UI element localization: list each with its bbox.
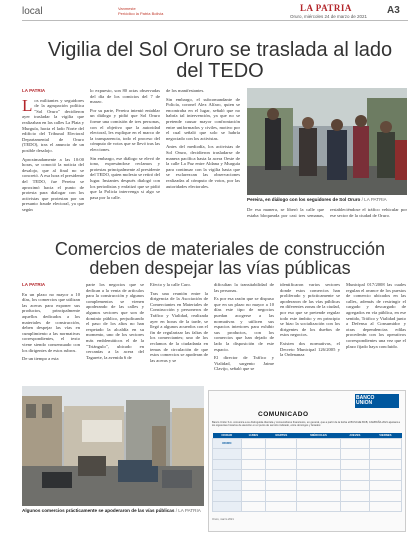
ad-table-cell <box>340 449 369 460</box>
article2-headline: Comercios de materiales de construcción deben despejar las vías públicas <box>54 239 386 278</box>
article1-column-3 <box>166 88 240 232</box>
ad-table-cell <box>369 459 401 470</box>
article1-caption-credit: / LA PATRIA <box>361 197 387 202</box>
ad-table-cell <box>266 480 297 491</box>
article1-p3: lo expuesto, son 80 actas observadas del día de los comicios del 7 de marzo. <box>90 88 160 105</box>
article2-p2: De un tiempo a esta <box>22 356 59 362</box>
ad-table-cell <box>297 480 341 491</box>
article1-photo <box>247 88 407 195</box>
ad-col-header: JUEVES <box>340 433 369 438</box>
article2-byline: LA PATRIA <box>22 282 46 287</box>
article2-column-5 <box>280 282 340 384</box>
ad-table-cell <box>266 449 297 460</box>
article1-caption <box>247 197 407 202</box>
ad-table-cell <box>297 470 341 481</box>
ad-footer: Oruro, marzo 2021 <box>212 518 234 521</box>
ad-table-row <box>213 438 402 449</box>
article2-caption <box>22 508 208 513</box>
article2-column-4 <box>214 282 274 384</box>
ad-col-header: LUNES <box>241 433 266 438</box>
ad-table-city-cell <box>213 449 242 460</box>
dropcap: L <box>22 95 33 115</box>
article1-column-1 <box>22 88 84 232</box>
ad-table-cell <box>266 459 297 470</box>
header-credit-line2: Periódico la Patria Bolivia <box>118 11 164 16</box>
ad-table-city-cell <box>213 480 242 491</box>
ad-table-cell <box>369 470 401 481</box>
article1-caption-text: Pereira, en diálogo con los seguidores de Sol Oruro <box>247 197 361 202</box>
article1-p8: Antes del mediodía, los activistas de Sol Oruro, decidieron trasladarse de manera pacífica hasta la acera Oeste de la calle La Paz entre Aldana y Murguía para continuar con la vigilia hasta que se esclarezcan las observaciones realizadas al cómputo de votos, por las autoridades electorales. <box>166 144 240 189</box>
ad-table-cell <box>340 491 369 502</box>
article1-p9: De esa manera, se liberó la calle que estaba bloqueada por casi tres semanas, restableciéndose el tráfico vehicular por ese sector de la ciudad de Oruro. <box>247 207 407 218</box>
article2-column-2 <box>86 282 144 382</box>
ad-table-city-cell <box>213 491 242 502</box>
article1-headline: Vigilia del Sol Oruro se traslada al lado del TEDO <box>47 39 393 82</box>
ad-table-cell <box>369 438 401 449</box>
article2-p7: Es por esa razón que se dispuso que en un plazo no mayor a 10 días este tipo de negocios puedan acogerse a las normativas y utilicen sus espacios interiores para exhibir sus productos, con los comercios que han dejado de lado la disposición de este espacio. <box>214 296 274 352</box>
ad-table-cell <box>241 459 266 470</box>
header-credit-line1: Vanmeste <box>118 6 136 11</box>
ad-table-city-cell <box>213 459 242 470</box>
ad-table-cell <box>241 449 266 460</box>
ad-table-cell <box>369 491 401 502</box>
ad-col-header: VIERNES <box>369 433 401 438</box>
issue-date: Oruro, miércoles 24 de marzo de 2021 <box>290 14 368 19</box>
section-label: local <box>22 6 43 17</box>
article1-p1: os militantes y seguidores de la agrupación política "Sol Oruro" decidieron ayer trasladar la vigilia que realizaban en las calles La Plata y Murguía, hacia el lado Norte del edificio del Tribunal Electoral Departamental de Oruro (TEDO), tras el anuncio de un posible desalojo. <box>22 97 84 153</box>
ad-table-cell <box>297 501 341 512</box>
header-credit <box>118 6 163 16</box>
page-number: A3 <box>387 5 400 16</box>
article2-p10: Existen dos normativas, el Decreto Municipal 126/2005 y la Ordenanza <box>280 340 340 358</box>
article2-p9: identificaron varios sectores donde estos comercios han proliferado y prácticamente se apoderaron de las vías públicas en diferentes zonas de la ciudad, por eso que se pretende regular todo este ámbito y en principio se hizo la socialización con los dirigentes de los dueños de estos negocios. <box>280 282 340 338</box>
ad-table-row <box>213 501 402 512</box>
article2-column-3 <box>150 282 208 382</box>
ad-table-row <box>213 480 402 491</box>
article2-p3: parte los negocios que se dedican a la venta de artículos para la construcción y algunos complementos se vienen apoderando de las calles y algunos sectores que son de dominio público, perjudicando el paso de los altos no han respetado la alcaldía en su momento, uno de los sectores más emblemáticos el de la "Triángulo", ubicado en cercanías a la acera del Tagarete, la avenida 6 de <box>86 282 144 360</box>
ad-table-cell <box>241 480 266 491</box>
article2-photo <box>22 386 204 506</box>
article2-column-1 <box>22 282 80 382</box>
ad-table-cell <box>266 470 297 481</box>
ad-table-cell <box>266 438 297 449</box>
article1-column-2 <box>90 88 160 232</box>
ad-table-cell <box>297 438 341 449</box>
article1-p5: Sin embargo, ese diálogo se elevó de tono, expresándose reclamos y protestas principalmente al presidente del TEDO, quien molesto se retiró del lugar. Instantes después dialogó con los periodistas y enfatizó que se pidió que la Policía intervenga si algo se pasa por la calle. <box>90 155 160 200</box>
ad-table-row <box>213 470 402 481</box>
ad-table-row <box>213 459 402 470</box>
ad-table-cell <box>297 449 341 460</box>
article2-caption-credit: / LA PATRIA <box>175 508 201 513</box>
ad-table-cell <box>340 470 369 481</box>
ad-col-header: MIÉRCOLES <box>297 433 341 438</box>
article2-p6: dificultan la transitabilidad de las personas. <box>214 282 274 293</box>
article2-column-6 <box>346 282 406 384</box>
bank-logo-text <box>356 396 374 406</box>
bank-logo-line2: UNION <box>356 400 373 406</box>
article1-p6: de los manifestantes. <box>166 88 205 93</box>
ad-table-cell <box>369 449 401 460</box>
ad-col-header: MARTES <box>266 433 297 438</box>
article2-p4: Efecto y la calle Caro. <box>150 282 191 287</box>
ad-table-row <box>213 449 402 460</box>
ad-table-cell <box>241 501 266 512</box>
ad-table-cell <box>241 470 266 481</box>
ad-title: COMUNICADO <box>258 411 309 418</box>
article2-p11: Municipal 017/2008 las cuales regulan el avance de los puestos de comercio ubicados en las calles, además de restringir el cargado y descargado de agregados en vía pública, en ese sentido, Tráfico y Vialidad junto a Defensa al Consumidor y otras dependencias edilas procederán con los operativos correspondientes una vez que el plazo fijado haya concluido. <box>346 282 406 349</box>
ad-table-row <box>213 491 402 502</box>
article2-p1: En un plazo no mayor a 10 días, los comercios que utilizan las aceras para exponer sus productos, principalmente aquellos dedicados a los materiales de construcción, deben despejar las vías en cumplimiento a las normativas correspondientes, el texto viene siendo consensuado con los dirigentes de estos rubros. <box>22 291 80 353</box>
header-rule <box>22 20 408 21</box>
ad-table-cell <box>266 491 297 502</box>
newspaper-brand: LA PATRIA <box>300 3 352 13</box>
ad-table-cell <box>241 491 266 502</box>
ad-table-cell <box>340 459 369 470</box>
ad-intro: Banco Unión S.A. comunica a su distinguida clientela y consumidores financieros, en general, que a partir de la fecha el BUSCHE BCB, CAMPAÑA 2021 ajustará a los siguientes horarios de atención en el punto de servicio indicado, entre domingos y feriados: <box>212 421 400 428</box>
ad-table-cell <box>340 438 369 449</box>
article1-p7: Sin embargo, el subcomandante de Policía, coronel Alex Alfaro, quien se encontraba en el lugar, señaló que no habría tal intervención, ya que no se pretende causar mayor confrontación entre uniformados y civiles, motivo por el cual señaló que solo se habría negociado con los activistas. <box>166 96 240 141</box>
ad-table-cell <box>369 501 401 512</box>
bank-logo-line1: BANCO <box>356 395 375 401</box>
ad-table-cell <box>369 480 401 491</box>
article1-byline: LA PATRIA <box>22 88 46 93</box>
ad-table-cell <box>340 480 369 491</box>
article2-caption-text: Algunos comercios prácticamente se apoderaron de las vías públicas <box>22 508 175 513</box>
ad-table-cell <box>340 501 369 512</box>
ad-table-city-cell <box>213 501 242 512</box>
ad-table-cell <box>241 438 266 449</box>
article2-p5: Tras una reunión entre la dirigencia de la Asociación de Comerciantes en Materiales de Construcción y personeros de Tráfico y Vialidad, realizada ayer en horas de la tarde, se llegó a algunos acuerdos con el fin de regularizar las faltas de los comerciantes; uno de los reclamos de la ciudadanía en temas de circulación de que estos comercios se apoderan de las aceras y se <box>150 290 208 363</box>
ad-table-city-cell: ORURO <box>213 438 242 449</box>
ad-table-cell <box>297 491 341 502</box>
article1-p2: Aproximadamente a las 10:00 horas, se conoció la noticia del desalojo, que al final no se concretó. A esa hora el presidente del TEDO, fue Pereira se aproximó hacia el punto de protesta para dialogar con los activistas que protestan por un presunto fraude electoral, ya que según <box>22 156 84 212</box>
article1-column-4 <box>247 207 407 235</box>
ad-schedule-table <box>212 433 402 512</box>
ad-table-cell <box>297 459 341 470</box>
ad-col-header: CIUDAD <box>213 433 242 438</box>
article1-p4: Por su parte, Pereira intentó entablar un diálogo y pidió que Sol Oruro forme una comisión de tres personas, con el objetivo que la autoridad electoral, les explique en el marco de la transparencia, todo el proceso del cómputo de votos que se llevó tras las elecciones. <box>90 107 160 152</box>
article2-p8: El director de Tráfico y Vialidad, sargento Jaime Clavijo, señaló que se <box>214 355 274 372</box>
ad-table-cell <box>266 501 297 512</box>
article1-paragraph <box>22 95 84 154</box>
ad-table-city-cell <box>213 470 242 481</box>
